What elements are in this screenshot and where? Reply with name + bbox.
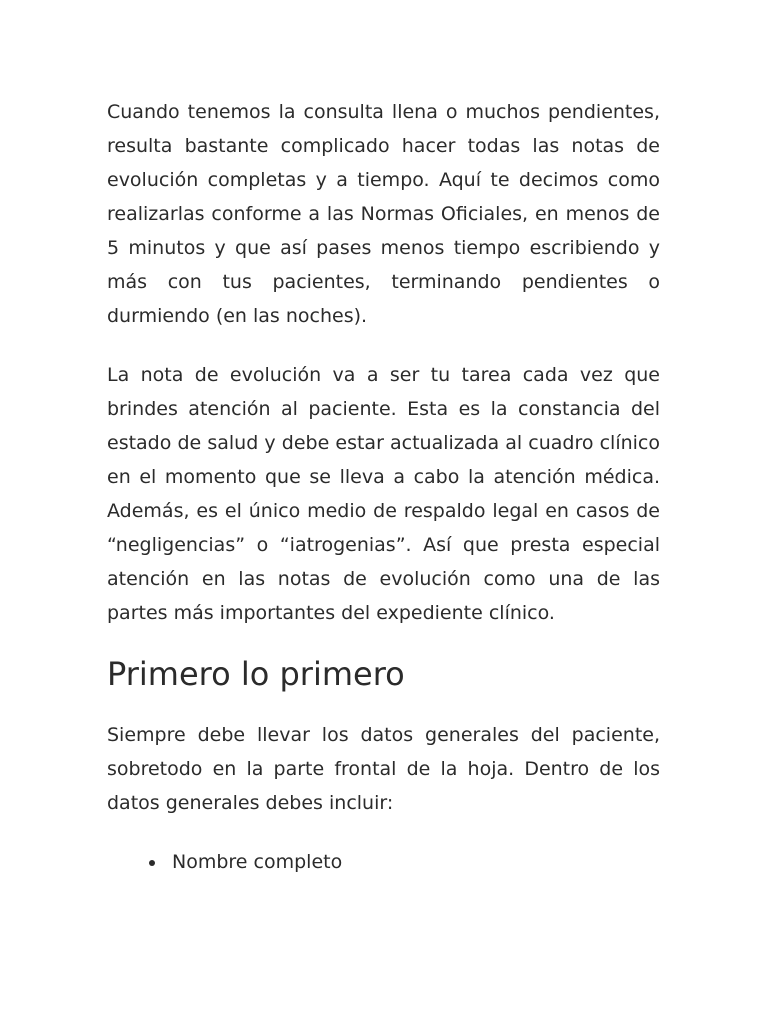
evolution-note-paragraph: La nota de evolución va a ser tu tarea cada vez que brindes atención al paciente. Esta es la constancia del estado de salud y debe estar actualizada al cuadro clínico en el momento que se lleva a cabo la atención médica. Además, es el único medio de respaldo legal en casos de “negligencias” o “iatrogenias”. Así que presta especial atención en las notas de evolución como una de las partes más importantes del expediente clínico. bbox=[107, 364, 660, 624]
article-body bbox=[107, 95, 660, 879]
intro-paragraph: Cuando tenemos la consulta llena o muchos pendientes, resulta bastante complicado hacer todas las notas de evolución completas y a tiempo. Aquí te decimos como realizarlas conforme a las Normas Oficiales, en menos de 5 minutos y que así pases menos tiempo escribiendo y más con tus pacientes, terminando pendientes o durmiendo (en las noches). bbox=[107, 101, 660, 327]
section-paragraph: Siempre debe llevar los datos generales del paciente, sobretodo en la parte frontal de la hoja. Dentro de los datos generales debes incluir: bbox=[107, 724, 660, 814]
bullet-icon bbox=[149, 860, 155, 866]
list-item bbox=[172, 845, 660, 879]
section-heading: Primero lo primero bbox=[107, 655, 405, 693]
general-data-list bbox=[107, 845, 660, 879]
list-item-label: Nombre completo bbox=[172, 851, 343, 873]
